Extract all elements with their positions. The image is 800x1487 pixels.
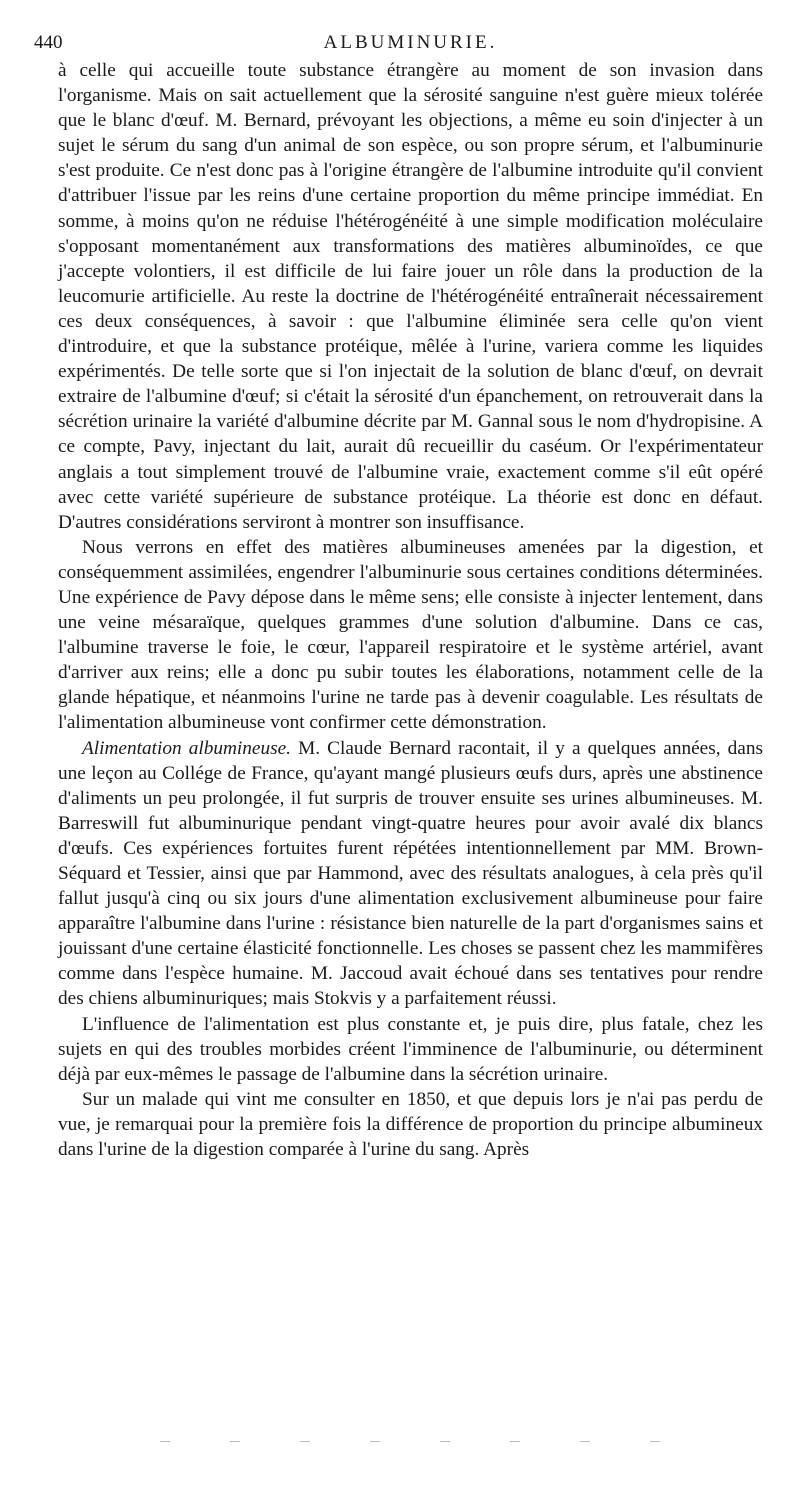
scan-artifact <box>160 1441 660 1445</box>
paragraph-alimentation-text: M. Claude Bernard racontait, il y a quelques années, dans une leçon au Collége de France, qu'ayant mangé plusieurs œufs durs, après une abstinence d'aliments un peu prolongée, il fut surpris de trouver ensuite ses urines albumineuses. M. Barreswill fut albuminurique pendant vingt-quatre heures pour avoir avalé dix blancs d'œufs. Ces expériences fortuites furent répétées intentionnellement par MM. Brown-Séquard et Tessier, ainsi que par Hammond, avec des résultats analogues, à cela près qu'il fallut jusqu'à cinq ou six jours d'une alimentation exclusivement albumineuse pour faire apparaître l'albumine dans l'urine : résistance bien naturelle de la part d'organismes sains et jouissant d'une certaine élasticité fonctionnelle. Les choses se passent chez les mammifères comme dans l'espèce humaine. M. Jaccoud avait échoué dans ses tentatives pour rendre des chiens albuminuriques; mais Stokvis y a parfaitement réussi. <box>58 737 763 1010</box>
running-title: ALBUMINURIE. <box>323 32 498 53</box>
paragraph-alimentation <box>58 736 763 1012</box>
running-header <box>34 28 763 58</box>
body-text <box>58 58 763 1162</box>
page-number: 440 <box>34 32 63 53</box>
section-heading: Alimentation albumineuse. <box>82 737 291 759</box>
paragraph-influence: L'influence de l'alimentation est plus constante et, je puis dire, plus fatale, chez les sujets en qui des troubles morbides créent l'imminence de l'albuminurie, ou déterminent déjà par eux-mêmes le passage de l'albumine dans la sécrétion urinaire. <box>58 1013 763 1085</box>
paragraph-continuation: à celle qui accueille toute substance étrangère au moment de son invasion dans l'organisme. Mais on sait actuellement que la sérosité sanguine n'est guère mieux tolérée que le blanc d'œuf. M. Bernard, prévoyant les objections, a même eu soin d'injecter à un sujet le sérum du sang d'un animal de son espèce, ou son propre sérum, et l'albuminurie s'est produite. Ce n'est donc pas à l'origine étrangère de l'albumine introduite qu'il convient d'attribuer l'issue par les reins d'une certaine proportion du même principe immédiat. En somme, à moins qu'on ne réduise l'hétérogénéité à une simple modification moléculaire s'opposant momentanément aux transformations des matières albuminoïdes, ce que j'accepte volontiers, il est difficile de lui faire jouer un rôle dans la production de la leucomurie artificielle. Au reste la doctrine de l'hétérogénéité entraînerait nécessairement ces deux conséquences, à savoir : que l'albumine éliminée sera celle qu'on vient d'introduire, et que la substance protéique, mêlée à l'urine, variera comme les liquides expérimentés. De telle sorte que si l'on injectait de la solution de blanc d'œuf, on devrait extraire de l'albumine d'œuf; si c'était la sérosité d'un épanchement, on retrouverait dans la sécrétion urinaire la variété d'albumine décrite par M. Gannal sous le nom d'hydropisine. A ce compte, Pavy, injectant du lait, aurait dû recueillir du caséum. Or l'expérimentateur anglais a tout simplement trouvé de l'albumine vraie, exactement comme s'il eût opéré avec cette variété supérieure de substance protéique. La théorie est donc en défaut. D'autres considérations serviront à montrer son insuffisance. <box>58 60 763 533</box>
paragraph-digestion: Nous verrons en effet des matières albumineuses amenées par la digestion, et conséquemment assimilées, engendrer l'albuminurie sous certaines conditions déterminées. Une expérience de Pavy dépose dans le même sens; elle consiste à injecter lentement, dans une veine mésaraïque, quelques grammes d'une solution d'albumine. Dans ce cas, l'albumine traverse le foie, le cœur, l'appareil respiratoire et le système artériel, avant d'arriver aux reins; elle a donc pu subir toutes les élaborations, notamment celle de la glande hépatique, et néanmoins l'urine ne tarde pas à devenir coagulable. Les résultats de l'alimentation albumineuse vont confirmer cette démonstration. <box>58 536 763 734</box>
paragraph-case-1850: Sur un malade qui vint me consulter en 1850, et que depuis lors je n'ai pas perdu de vue, je remarquai pour la première fois la différence de proportion du principe albumineux dans l'urine de la digestion comparée à l'urine du sang. Après <box>58 1088 763 1161</box>
book-page <box>34 28 763 1162</box>
